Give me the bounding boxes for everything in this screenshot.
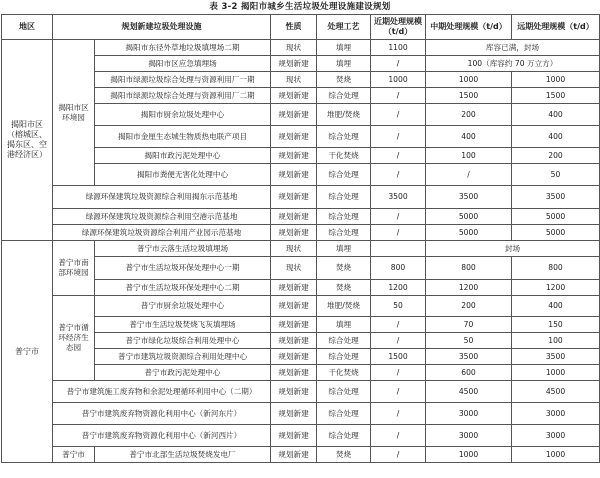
facility-name: 揭阳市厨余垃圾处理中心 — [95, 104, 271, 126]
process-cell: 填埋 — [317, 317, 371, 333]
facility-name: 揭阳市政污泥处理中心 — [95, 148, 271, 164]
far-cell: 3000 — [512, 425, 600, 447]
near-cell: / — [371, 365, 426, 381]
mid-cell: 50 — [426, 333, 512, 349]
near-cell: / — [371, 209, 426, 225]
far-cell: 400 — [512, 296, 600, 317]
far-cell: 1500 — [512, 88, 600, 104]
far-cell: 3500 — [512, 349, 600, 365]
table-caption: 表 3-2 揭阳市城乡生活垃圾处理设施建设规划 — [209, 2, 391, 12]
far-cell: 3500 — [512, 186, 600, 209]
process-cell: 综合处理 — [317, 164, 371, 186]
subregion-jieyang-env: 揭阳市区环境园 — [53, 40, 95, 186]
facility-name: 普宁市建筑施工废弃物和余泥处理循环利用中心（二期） — [53, 381, 271, 403]
facility-name: 普宁市厨余垃圾处理中心 — [95, 296, 271, 317]
nature-cell: 规划新建 — [271, 104, 317, 126]
header-mid: 中期处理规模（t/d） — [426, 15, 512, 40]
far-cell: 4500 — [512, 381, 600, 403]
mid-cell: 400 — [426, 126, 512, 148]
mid-cell: 1200 — [426, 280, 512, 296]
facility-name: 揭阳市金厘生态城生物质热电联产项目 — [95, 126, 271, 148]
process-cell: 填埋 — [317, 241, 371, 257]
header-region: 地区 — [2, 15, 53, 40]
process-cell: 堆肥/焚烧 — [317, 104, 371, 126]
far-cell: 5000 — [512, 225, 600, 241]
facility-name: 普宁市建筑废弃物资源化利用中心（新河西片） — [53, 425, 271, 447]
nature-cell: 规划新建 — [271, 296, 317, 317]
table-row — [2, 425, 600, 447]
subregion-puning-south: 普宁市南部环境园 — [53, 241, 95, 296]
far-cell: 3000 — [512, 403, 600, 425]
near-cell: / — [371, 317, 426, 333]
process-cell: 综合处理 — [317, 425, 371, 447]
nature-cell: 规划新建 — [271, 126, 317, 148]
process-cell: 焚烧 — [317, 257, 371, 280]
nature-cell: 规划新建 — [271, 381, 317, 403]
process-cell: 综合处理 — [317, 333, 371, 349]
facility-name: 揭阳市区应急填埋场 — [95, 56, 271, 72]
table-row — [2, 447, 600, 463]
header-row — [2, 15, 600, 40]
facility-name: 绿源环保建筑垃圾资源综合利用产业园示范基地 — [53, 225, 271, 241]
nature-cell: 规划新建 — [271, 186, 317, 209]
region-puning: 普宁市 — [2, 241, 53, 463]
far-cell: 200 — [512, 148, 600, 164]
nature-cell: 规划新建 — [271, 88, 317, 104]
near-cell: / — [371, 403, 426, 425]
nature-cell: 规划新建 — [271, 447, 317, 463]
near-cell: / — [371, 333, 426, 349]
facility-name: 普宁市政污泥处理中心 — [95, 365, 271, 381]
nature-cell: 规划新建 — [271, 365, 317, 381]
nature-cell: 现状 — [271, 40, 317, 56]
process-cell: 焚烧 — [317, 72, 371, 88]
facility-name: 普宁市建筑废弃物资源化利用中心（新河东片） — [53, 403, 271, 425]
mid-cell: 3000 — [426, 425, 512, 447]
facility-name: 绿源环保建筑垃圾资源综合利用空港示范基地 — [53, 209, 271, 225]
mid-cell: 70 — [426, 317, 512, 333]
far-cell: 1200 — [512, 280, 600, 296]
nature-cell: 现状 — [271, 241, 317, 257]
mid-cell: 5000 — [426, 209, 512, 225]
process-cell: 综合处理 — [317, 225, 371, 241]
table-row — [2, 40, 600, 56]
process-cell: 填埋 — [317, 40, 371, 56]
merged-cell: 100（库容约 70 万立方） — [426, 56, 600, 72]
nature-cell: 规划新建 — [271, 56, 317, 72]
nature-cell: 规划新建 — [271, 209, 317, 225]
nature-cell: 规划新建 — [271, 349, 317, 365]
far-cell: 1000 — [512, 447, 600, 463]
merged-cell: 封场 — [426, 241, 600, 257]
process-cell: 综合处理 — [317, 403, 371, 425]
table-row — [2, 186, 600, 209]
mid-cell: 200 — [426, 104, 512, 126]
near-cell: / — [371, 164, 426, 186]
nature-cell: 现状 — [271, 72, 317, 88]
near-cell: / — [371, 88, 426, 104]
nature-cell: 规划新建 — [271, 425, 317, 447]
far-cell: 5000 — [512, 209, 600, 225]
near-cell — [371, 241, 426, 257]
process-cell: 焚烧 — [317, 447, 371, 463]
near-cell: 800 — [371, 257, 426, 280]
nature-cell: 规划新建 — [271, 164, 317, 186]
facility-name: 揭阳市绿源垃圾综合处理与资源利用厂二期 — [95, 88, 271, 104]
near-cell: / — [371, 56, 426, 72]
region-jieyang: 揭阳市区（榕城区、揭东区、空港经济区） — [2, 40, 53, 241]
facility-name: 普宁市生活垃圾环保处理中心一期 — [95, 257, 271, 280]
near-cell: / — [371, 126, 426, 148]
process-cell: 综合处理 — [317, 209, 371, 225]
near-cell: / — [371, 104, 426, 126]
header-far: 远期处理规模（t/d） — [512, 15, 600, 40]
nature-cell: 规划新建 — [271, 333, 317, 349]
process-cell: 干化焚烧 — [317, 365, 371, 381]
process-cell: 堆肥/焚烧 — [317, 296, 371, 317]
mid-cell: 3000 — [426, 403, 512, 425]
facility-name: 普宁市绿化垃圾综合利用处理中心 — [95, 333, 271, 349]
nature-cell: 现状 — [271, 257, 317, 280]
nature-cell: 规划新建 — [271, 403, 317, 425]
mid-cell: 3500 — [426, 349, 512, 365]
mid-cell: 200 — [426, 296, 512, 317]
nature-cell: 规划新建 — [271, 148, 317, 164]
nature-cell: 规划新建 — [271, 317, 317, 333]
near-cell: 1500 — [371, 349, 426, 365]
far-cell: 100 — [512, 333, 600, 349]
near-cell: / — [371, 381, 426, 403]
subregion-puning-last: 普宁市 — [53, 447, 95, 463]
facility-name: 普宁市北部生活垃圾焚烧发电厂 — [95, 447, 271, 463]
nature-cell: 规划新建 — [271, 280, 317, 296]
mid-cell: 1500 — [426, 88, 512, 104]
facility-name: 绿源环保建筑垃圾资源综合利用揭东示范基地 — [53, 186, 271, 209]
process-cell: 综合处理 — [317, 186, 371, 209]
table-row — [2, 209, 600, 225]
mid-cell: 1000 — [426, 447, 512, 463]
facility-name: 普宁市云落生活垃圾填埋场 — [95, 241, 271, 257]
far-cell: 1000 — [512, 365, 600, 381]
near-cell: 1100 — [371, 40, 426, 56]
nature-cell: 规划新建 — [271, 225, 317, 241]
near-cell: 1200 — [371, 280, 426, 296]
table-row — [2, 296, 600, 317]
far-cell: 150 — [512, 317, 600, 333]
far-cell: 50 — [512, 164, 600, 186]
near-cell: / — [371, 148, 426, 164]
far-cell: 400 — [512, 126, 600, 148]
near-cell: / — [371, 425, 426, 447]
mid-cell: / — [426, 164, 512, 186]
near-cell: 1000 — [371, 72, 426, 88]
table-row — [2, 403, 600, 425]
mid-cell: 800 — [426, 257, 512, 280]
facility-name: 普宁市生活垃圾焚烧飞灰填埋场 — [95, 317, 271, 333]
merged-cell: 库容已满，封场 — [426, 40, 600, 56]
far-cell: 1000 — [512, 72, 600, 88]
process-cell: 填埋 — [317, 56, 371, 72]
far-cell: 400 — [512, 104, 600, 126]
mid-cell: 5000 — [426, 225, 512, 241]
near-cell: / — [371, 447, 426, 463]
facility-name: 揭阳市东径外草地垃圾填埋场二期 — [95, 40, 271, 56]
header-process: 处理工艺 — [317, 15, 371, 40]
table-row — [2, 241, 600, 257]
facility-name: 揭阳市绿源垃圾综合处理与资源利用厂一期 — [95, 72, 271, 88]
mid-cell: 3500 — [426, 186, 512, 209]
table-row — [2, 225, 600, 241]
process-cell: 综合处理 — [317, 381, 371, 403]
facility-table — [1, 14, 600, 463]
process-cell: 焚烧 — [317, 280, 371, 296]
near-cell: 50 — [371, 296, 426, 317]
process-cell: 综合处理 — [317, 349, 371, 365]
mid-cell: 1000 — [426, 72, 512, 88]
facility-name: 普宁市建筑垃圾资源综合利用处理中心 — [95, 349, 271, 365]
header-near: 近期处理规模（t/d） — [371, 15, 426, 40]
near-cell: / — [371, 225, 426, 241]
facility-name: 普宁市生活垃圾环保处理中心二期 — [95, 280, 271, 296]
mid-cell: 4500 — [426, 381, 512, 403]
process-cell: 综合处理 — [317, 88, 371, 104]
process-cell: 综合处理 — [317, 126, 371, 148]
header-nature: 性质 — [271, 15, 317, 40]
header-planned: 规划新建垃圾处理设施 — [53, 15, 271, 40]
mid-cell: 600 — [426, 365, 512, 381]
facility-name: 揭阳市粪便无害化处理中心 — [95, 164, 271, 186]
subregion-puning-circular: 普宁市循环经济生态园 — [53, 296, 95, 381]
table-row — [2, 381, 600, 403]
process-cell: 干化焚烧 — [317, 148, 371, 164]
far-cell: 800 — [512, 257, 600, 280]
mid-cell: 100 — [426, 148, 512, 164]
near-cell: 3500 — [371, 186, 426, 209]
